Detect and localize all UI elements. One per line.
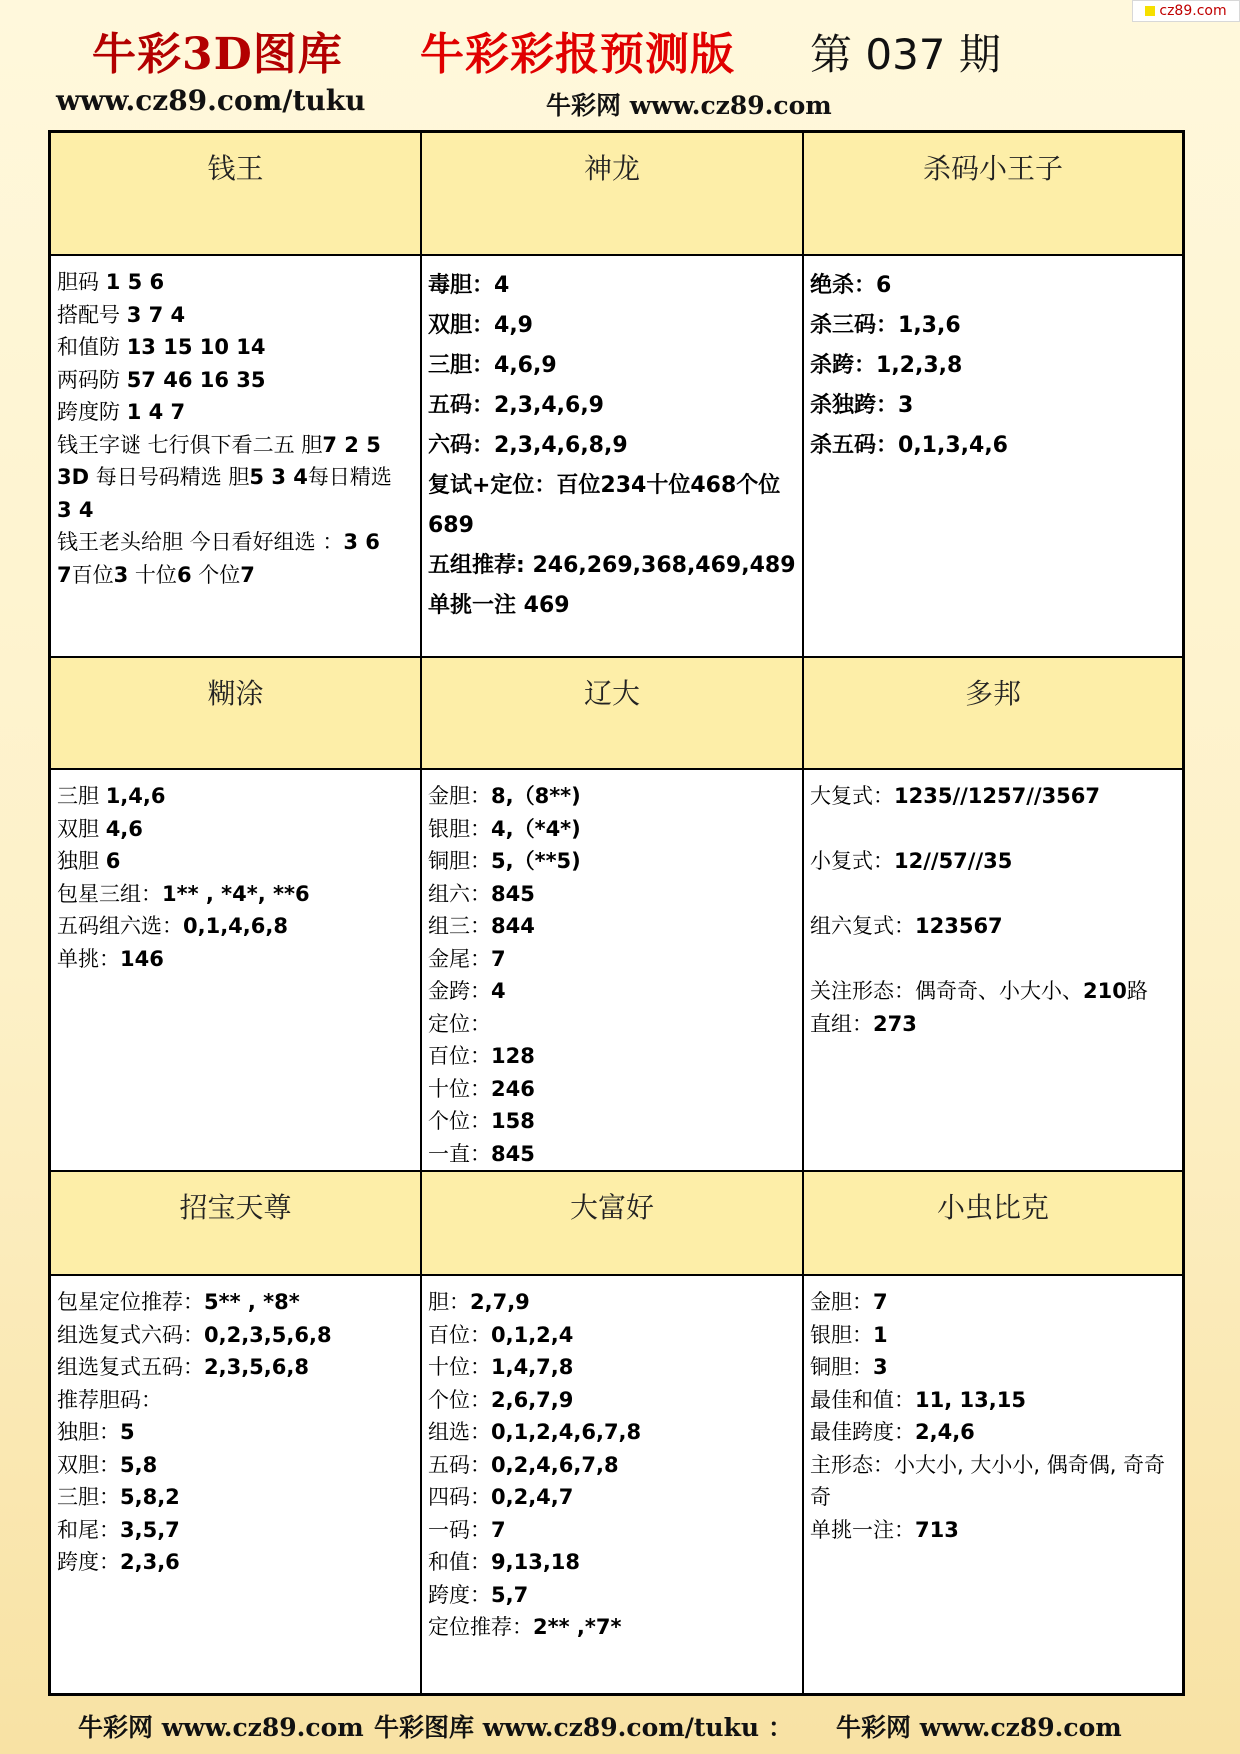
entry-value: 4,6 bbox=[105, 816, 143, 841]
entry-label: 定位推荐： bbox=[428, 1615, 533, 1639]
entry-label: 双胆： bbox=[57, 1452, 120, 1477]
entry-value: 3 7 4 bbox=[126, 302, 186, 327]
brand-title: 牛彩3D图库 bbox=[92, 29, 343, 80]
entry-label: 五码： bbox=[428, 1452, 491, 1477]
entry-line bbox=[810, 266, 1176, 306]
entry-value: 5** , *8* bbox=[204, 1290, 300, 1314]
entry-value: 2,3,5,6,8 bbox=[204, 1355, 309, 1379]
entry-line bbox=[428, 1546, 796, 1579]
entry-value: 1235//1257//3567 bbox=[894, 784, 1101, 808]
entry-value: 844 bbox=[491, 914, 535, 938]
entry-value: 13 15 10 14 bbox=[126, 335, 266, 359]
entry-value: 2,6,7,9 bbox=[491, 1387, 574, 1412]
entry-label: 搭配号 bbox=[57, 302, 127, 327]
entry-value: 3,5,7 bbox=[120, 1517, 180, 1542]
entry-line bbox=[810, 1351, 1176, 1384]
entry-label: 奇 bbox=[810, 1485, 831, 1509]
entry-line bbox=[428, 1384, 796, 1417]
entry-label: 六码： bbox=[428, 433, 495, 458]
entry-value: 1,4,7,8 bbox=[491, 1355, 574, 1379]
entry-label: 复试+定位：百位234十位468个位 bbox=[428, 473, 781, 498]
entry-value: 0,2,4,6,7,8 bbox=[491, 1452, 619, 1477]
entry-line bbox=[810, 975, 1176, 1008]
entry-value: 7 bbox=[491, 946, 506, 971]
entry-line bbox=[428, 1319, 796, 1352]
section-title-liaoda: 辽大 bbox=[422, 658, 804, 770]
entry-label: 杀三码： bbox=[810, 313, 899, 338]
entry-label: 百位： bbox=[428, 1322, 491, 1347]
entry-value: 4,6,9 bbox=[494, 353, 557, 378]
entry-value: 2,7,9 bbox=[470, 1290, 530, 1314]
entry-value: 6 bbox=[105, 849, 121, 873]
entry-line bbox=[810, 386, 1176, 426]
entry-value: 3 bbox=[873, 1355, 888, 1379]
entry-line bbox=[57, 429, 414, 462]
entry-value: 7 bbox=[240, 562, 255, 587]
entry-label: 百位 bbox=[71, 562, 114, 587]
entry-label: 三胆 bbox=[57, 784, 106, 808]
entry-line bbox=[810, 1481, 1176, 1514]
entry-label: 钱王字谜 七行俱下看二五 胆 bbox=[57, 432, 323, 457]
footer-link-left[interactable]: 牛彩网 www.cz89.com bbox=[78, 1713, 364, 1742]
entry-line bbox=[428, 1040, 796, 1073]
section-body-zhaobaotianzun bbox=[51, 1276, 422, 1693]
entry-label: 十位： bbox=[428, 1076, 491, 1101]
section-body-liaoda bbox=[422, 770, 804, 1172]
entry-label: 组选复式六码： bbox=[57, 1322, 204, 1347]
entry-line bbox=[57, 1546, 414, 1579]
entry-label: 关注形态：偶奇奇、小大小、 bbox=[810, 979, 1083, 1003]
entry-label: 定位： bbox=[428, 1011, 491, 1036]
entry-line bbox=[57, 1449, 414, 1482]
entry-value: 7 bbox=[57, 562, 72, 587]
entry-label: 三胆： bbox=[57, 1485, 120, 1509]
entry-line bbox=[57, 845, 414, 878]
entry-label: 铜胆： bbox=[428, 849, 491, 873]
section-title-hutu: 糊涂 bbox=[51, 658, 422, 770]
entry-label: 跨度： bbox=[428, 1582, 491, 1607]
section-title-shenlong: 神龙 bbox=[422, 133, 804, 256]
entry-line bbox=[428, 386, 796, 426]
entry-value: 1 4 7 bbox=[126, 400, 186, 424]
entry-line bbox=[428, 1138, 796, 1171]
entry-line bbox=[810, 1449, 1176, 1482]
badge-text: cz89.com bbox=[1159, 3, 1227, 19]
entry-line bbox=[810, 943, 1176, 976]
entry-line bbox=[57, 1514, 414, 1547]
entry-label: 组选： bbox=[428, 1420, 491, 1444]
entry-value: 0,2,3,5,6,8 bbox=[204, 1322, 332, 1347]
entry-value: 6 bbox=[876, 273, 892, 298]
entry-line bbox=[810, 878, 1176, 911]
entry-value: 5,（**5) bbox=[491, 849, 581, 873]
entry-label: 胆： bbox=[428, 1290, 470, 1314]
entry-value: 246 bbox=[491, 1076, 535, 1101]
entry-label: 五组推荐: bbox=[428, 553, 533, 578]
entry-label: 主形态：小大小, 大小小, 偶奇偶, 奇奇 bbox=[810, 1452, 1166, 1477]
section-body-xiaochongbike bbox=[804, 1276, 1182, 1693]
entry-line bbox=[428, 1416, 796, 1449]
entry-line bbox=[810, 1008, 1176, 1041]
entry-value: 7 2 5 bbox=[322, 432, 381, 457]
entry-line bbox=[810, 1514, 1176, 1547]
entry-label: 包星定位推荐： bbox=[57, 1290, 204, 1314]
entry-line bbox=[810, 426, 1176, 466]
entry-value: 5,8 bbox=[120, 1452, 158, 1477]
entry-value: 5 bbox=[120, 1420, 135, 1444]
entry-value: 4,9 bbox=[494, 313, 533, 338]
entry-label: 杀独跨： bbox=[810, 393, 899, 418]
entry-label: 包星三组： bbox=[57, 881, 162, 906]
entry-label: 金跨： bbox=[428, 979, 491, 1003]
entry-line bbox=[57, 943, 414, 976]
entry-line bbox=[428, 506, 796, 546]
entry-line bbox=[428, 1351, 796, 1384]
entry-label: 百位： bbox=[428, 1044, 491, 1068]
section-title-xiaochongbike: 小虫比克 bbox=[804, 1172, 1182, 1276]
entry-label: 每日精选 bbox=[307, 465, 392, 489]
entry-label: 大复式： bbox=[810, 784, 894, 808]
entry-line bbox=[57, 780, 414, 813]
section-body-shamaxiaowangzi bbox=[804, 256, 1182, 658]
entry-label: 五码组六选： bbox=[57, 914, 183, 938]
entry-value: 713 bbox=[915, 1517, 959, 1542]
entry-line bbox=[57, 331, 414, 364]
entry-value: 1** , *4*, **6 bbox=[162, 881, 310, 906]
entry-value: 3D bbox=[57, 465, 90, 489]
entry-label: 三胆： bbox=[428, 353, 495, 378]
section-title-qianwang: 钱王 bbox=[51, 133, 422, 256]
entry-value: 845 bbox=[491, 1141, 535, 1166]
entry-label: 一直： bbox=[428, 1141, 491, 1166]
entry-line bbox=[57, 494, 414, 527]
entry-value: 1,4,6 bbox=[105, 784, 166, 808]
entry-line bbox=[428, 780, 796, 813]
entry-value: 2,4,6 bbox=[915, 1420, 975, 1444]
entry-label: 组六复式： bbox=[810, 914, 915, 938]
site-url[interactable]: 牛彩网 www.cz89.com bbox=[546, 91, 832, 120]
entry-line bbox=[57, 1416, 414, 1449]
entry-value: 146 bbox=[120, 946, 164, 971]
entry-label: 两码防 bbox=[57, 367, 127, 392]
entry-label: 十位 bbox=[128, 562, 177, 587]
entry-label: 钱王老头给胆 今日看好组选 ： bbox=[57, 530, 344, 554]
entry-label: 每日号码精选 胆 bbox=[89, 465, 250, 489]
entry-line bbox=[428, 346, 796, 386]
entry-value: 0,2,4,7 bbox=[491, 1485, 574, 1509]
entry-value: 2** ,*7* bbox=[533, 1615, 622, 1639]
entry-line bbox=[810, 1384, 1176, 1417]
entry-value: 1,2,3,8 bbox=[876, 353, 963, 378]
entry-label: 路 bbox=[1126, 979, 1148, 1003]
entry-value: 3 bbox=[898, 393, 914, 418]
entry-value: 7 bbox=[491, 1517, 506, 1542]
entry-label: 十位： bbox=[428, 1355, 491, 1379]
entry-line bbox=[428, 1286, 796, 1319]
entry-value: 6 bbox=[176, 562, 192, 587]
entry-line bbox=[428, 845, 796, 878]
entry-label: 杀跨： bbox=[810, 353, 877, 378]
entry-value: 246,269,368,469,489 bbox=[532, 553, 796, 578]
entry-value: 11, 13,15 bbox=[915, 1387, 1026, 1412]
entry-line bbox=[428, 546, 796, 586]
entry-value: 845 bbox=[491, 881, 535, 906]
entry-line bbox=[810, 780, 1176, 813]
section-body-shenlong bbox=[422, 256, 804, 658]
entry-value: 273 bbox=[873, 1011, 917, 1036]
entry-label: 双胆： bbox=[428, 313, 495, 338]
entry-line bbox=[57, 1351, 414, 1384]
entry-line bbox=[428, 1579, 796, 1612]
entry-value: 7 bbox=[873, 1290, 888, 1314]
entry-value: 5,7 bbox=[491, 1582, 529, 1607]
entry-line bbox=[428, 878, 796, 911]
entry-label: 和值： bbox=[428, 1550, 491, 1574]
entry-line bbox=[428, 910, 796, 943]
entry-label: 四码： bbox=[428, 1485, 491, 1509]
entry-label: 独胆： bbox=[57, 1420, 120, 1444]
entry-label: 跨度： bbox=[57, 1550, 120, 1574]
entry-value: 689 bbox=[428, 513, 474, 538]
entry-label: 个位： bbox=[428, 1109, 491, 1133]
entry-label: 银胆： bbox=[810, 1322, 873, 1347]
entry-line bbox=[57, 559, 414, 592]
entry-value: 4 bbox=[491, 979, 506, 1003]
entry-line bbox=[810, 845, 1176, 878]
entry-value: 1 bbox=[873, 1322, 888, 1347]
entry-value: 123567 bbox=[915, 914, 1003, 938]
entry-label: 胆码 bbox=[57, 270, 106, 294]
entry-label: 一码： bbox=[428, 1517, 491, 1542]
entry-label: 和尾： bbox=[57, 1517, 120, 1542]
entry-line bbox=[810, 1286, 1176, 1319]
entry-line bbox=[428, 586, 796, 626]
entry-line bbox=[810, 910, 1176, 943]
entry-line bbox=[428, 1611, 796, 1644]
entry-value: 0,1,2,4 bbox=[491, 1322, 574, 1347]
entry-label: 杀五码： bbox=[810, 433, 899, 458]
entry-line bbox=[810, 306, 1176, 346]
entry-line bbox=[428, 1073, 796, 1106]
entry-line bbox=[810, 346, 1176, 386]
entry-value: 1 5 6 bbox=[105, 270, 165, 294]
section-body-hutu bbox=[51, 770, 422, 1172]
section-title-dafuhao: 大富好 bbox=[422, 1172, 804, 1276]
site-badge[interactable] bbox=[1132, 0, 1240, 22]
entry-line bbox=[57, 910, 414, 943]
entry-line bbox=[810, 1319, 1176, 1352]
entry-value: 0,1,4,6,8 bbox=[183, 914, 288, 938]
entry-value: 5 3 4 bbox=[249, 465, 308, 489]
entry-line bbox=[57, 266, 414, 299]
entry-label: 银胆： bbox=[428, 816, 491, 841]
entry-line bbox=[428, 306, 796, 346]
section-body-dafuhao bbox=[422, 1276, 804, 1693]
entry-line bbox=[428, 1481, 796, 1514]
entry-label: 小复式： bbox=[810, 849, 894, 873]
entry-line bbox=[57, 461, 414, 494]
entry-value: 4,（*4*) bbox=[491, 816, 581, 841]
entry-value: 3 4 bbox=[57, 497, 94, 522]
prediction-table bbox=[48, 130, 1185, 1696]
entry-label: 毒胆： bbox=[428, 273, 495, 298]
entry-value: 210 bbox=[1083, 979, 1127, 1003]
yellow-square-icon bbox=[1145, 6, 1155, 16]
entry-value: 5,8,2 bbox=[120, 1485, 180, 1509]
footer-separator: ： bbox=[768, 1713, 794, 1742]
issue-number: 第 037 期 bbox=[810, 30, 1001, 79]
section-title-zhaobaotianzun: 招宝天尊 bbox=[51, 1172, 422, 1276]
entry-label: 个位 bbox=[191, 562, 241, 587]
entry-value: 2,3,6 bbox=[120, 1550, 180, 1574]
entry-label: 绝杀： bbox=[810, 273, 877, 298]
entry-line bbox=[428, 1514, 796, 1547]
entry-line bbox=[57, 1319, 414, 1352]
entry-value: 1,3,6 bbox=[898, 313, 961, 338]
entry-line bbox=[57, 364, 414, 397]
entry-label: 个位： bbox=[428, 1387, 491, 1412]
entry-label: 单挑： bbox=[57, 946, 120, 971]
entry-line bbox=[428, 426, 796, 466]
entry-value: 158 bbox=[491, 1109, 535, 1133]
entry-label: 独胆 bbox=[57, 849, 106, 873]
entry-line bbox=[428, 1008, 796, 1041]
entry-value: 128 bbox=[491, 1044, 535, 1068]
section-body-duobang bbox=[804, 770, 1182, 1172]
entry-value: 4 bbox=[494, 273, 510, 298]
entry-value: 0,1,3,4,6 bbox=[898, 433, 1008, 458]
entry-line bbox=[428, 813, 796, 846]
section-body-qianwang bbox=[51, 256, 422, 658]
entry-line bbox=[57, 878, 414, 911]
entry-value: 2,3,4,6,8,9 bbox=[494, 433, 628, 458]
entry-label: 金尾： bbox=[428, 946, 491, 971]
entry-label: 最佳和值： bbox=[810, 1387, 915, 1412]
entry-line bbox=[57, 1384, 414, 1417]
entry-label: 金胆： bbox=[810, 1290, 873, 1314]
entry-label: 跨度防 bbox=[57, 400, 127, 424]
entry-label: 和值防 bbox=[57, 335, 127, 359]
entry-line bbox=[57, 299, 414, 332]
entry-line bbox=[810, 813, 1176, 846]
entry-label: 最佳跨度： bbox=[810, 1420, 915, 1444]
entry-value: 3 6 bbox=[343, 530, 380, 554]
footer-link-mid[interactable]: 牛彩图库 www.cz89.com/tuku bbox=[374, 1713, 760, 1742]
entry-label: 单挑一注： bbox=[810, 1517, 915, 1542]
entry-value: 8,（8**) bbox=[491, 784, 581, 808]
entry-label: 组三： bbox=[428, 914, 491, 938]
entry-value: 9,13,18 bbox=[491, 1550, 581, 1574]
entry-line bbox=[57, 526, 414, 559]
entry-line bbox=[428, 466, 796, 506]
entry-line bbox=[57, 813, 414, 846]
page-title: 牛彩彩报预测版 bbox=[420, 29, 735, 80]
entry-label: 组六： bbox=[428, 881, 491, 906]
entry-label: 五码： bbox=[428, 393, 495, 418]
entry-label: 双胆 bbox=[57, 816, 106, 841]
entry-value: 3 bbox=[113, 562, 129, 587]
entry-value: 2,3,4,6,9 bbox=[494, 393, 604, 418]
entry-line bbox=[428, 943, 796, 976]
entry-label: 单挑一注 bbox=[428, 593, 524, 618]
section-title-shamaxiaowangzi: 杀码小王子 bbox=[804, 133, 1182, 256]
entry-line bbox=[57, 396, 414, 429]
entry-line bbox=[810, 1416, 1176, 1449]
entry-label: 推荐胆码： bbox=[57, 1387, 162, 1412]
section-title-duobang: 多邦 bbox=[804, 658, 1182, 770]
entry-line bbox=[57, 1286, 414, 1319]
footer-link-right[interactable]: 牛彩网 www.cz89.com bbox=[836, 1713, 1122, 1742]
entry-line bbox=[428, 266, 796, 306]
tuku-url[interactable]: www.cz89.com/tuku bbox=[56, 84, 366, 117]
entry-line bbox=[57, 1481, 414, 1514]
entry-value: 57 46 16 35 bbox=[126, 367, 266, 392]
entry-line bbox=[428, 975, 796, 1008]
entry-value: 0,1,2,4,6,7,8 bbox=[491, 1420, 642, 1444]
entry-label: 组选复式五码： bbox=[57, 1355, 204, 1379]
entry-label: 直组： bbox=[810, 1011, 873, 1036]
entry-line bbox=[428, 1449, 796, 1482]
entry-label: 铜胆： bbox=[810, 1355, 873, 1379]
entry-line bbox=[428, 1105, 796, 1138]
entry-value: 12//57//35 bbox=[894, 849, 1013, 873]
entry-label: 金胆： bbox=[428, 784, 491, 808]
entry-value: 469 bbox=[523, 593, 570, 618]
